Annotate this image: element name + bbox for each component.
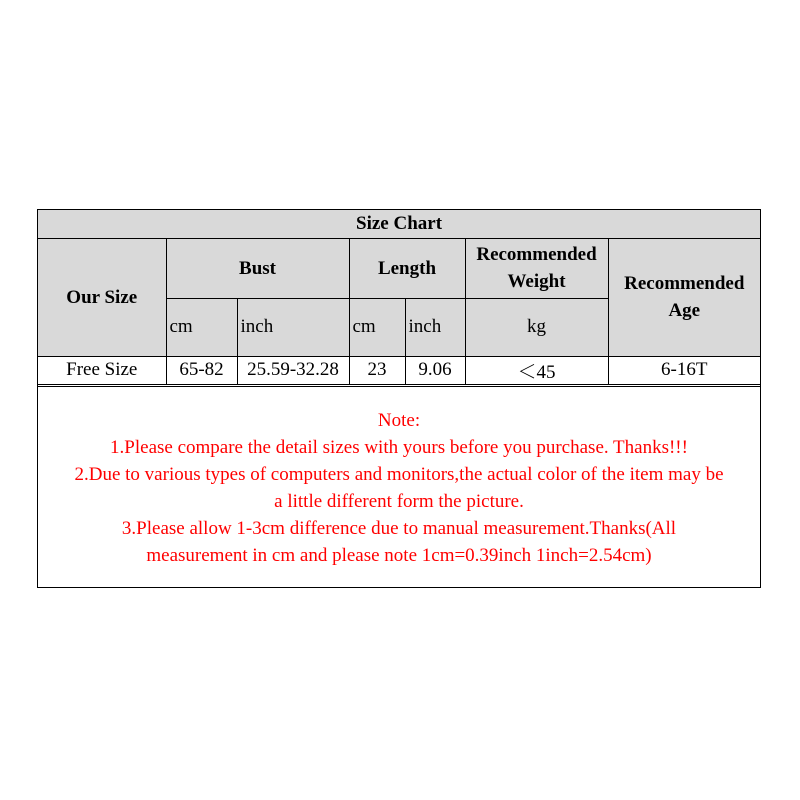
size-chart [37, 209, 761, 588]
table-row [38, 356, 760, 384]
header-length: Length [349, 238, 465, 298]
unit-bust-cm: cm [166, 298, 237, 356]
cell-length-cm: 23 [349, 356, 405, 384]
note-line-1: 1.Please compare the detail sizes with yours before you purchase. Thanks!!! [110, 437, 688, 458]
cell-size: Free Size [38, 356, 166, 384]
header-weight-line2: Weight [507, 271, 566, 292]
header-our-size: Our Size [38, 238, 166, 356]
note-section [38, 386, 760, 587]
note-heading: Note: [377, 410, 421, 431]
cell-length-inch: 9.06 [405, 356, 465, 384]
unit-weight-kg: kg [465, 298, 608, 356]
header-weight [465, 238, 608, 298]
unit-bust-inch: inch [237, 298, 349, 356]
table-title: Size Chart [38, 210, 760, 238]
unit-length-cm: cm [349, 298, 405, 356]
header-age [608, 238, 760, 356]
header-age-line2: Age [668, 300, 701, 321]
cell-weight: ＜45 [465, 356, 608, 384]
size-table [38, 210, 760, 385]
note-line-3: a little different form the picture. [274, 491, 524, 512]
header-age-line1: Recommended [624, 273, 745, 294]
unit-length-inch: inch [405, 298, 465, 356]
header-weight-line1: Recommended [476, 244, 597, 265]
header-bust: Bust [166, 238, 349, 298]
note-line-4: 3.Please allow 1-3cm difference due to manual measurement.Thanks(All [121, 518, 677, 539]
note-line-2: 2.Due to various types of computers and monitors,the actual color of the item may be [74, 464, 724, 485]
cell-bust-cm: 65-82 [166, 356, 237, 384]
note-line-5: measurement in cm and please note 1cm=0.39inch 1inch=2.54cm) [146, 545, 652, 566]
cell-age: 6-16T [608, 356, 760, 384]
cell-bust-inch: 25.59-32.28 [237, 356, 349, 384]
